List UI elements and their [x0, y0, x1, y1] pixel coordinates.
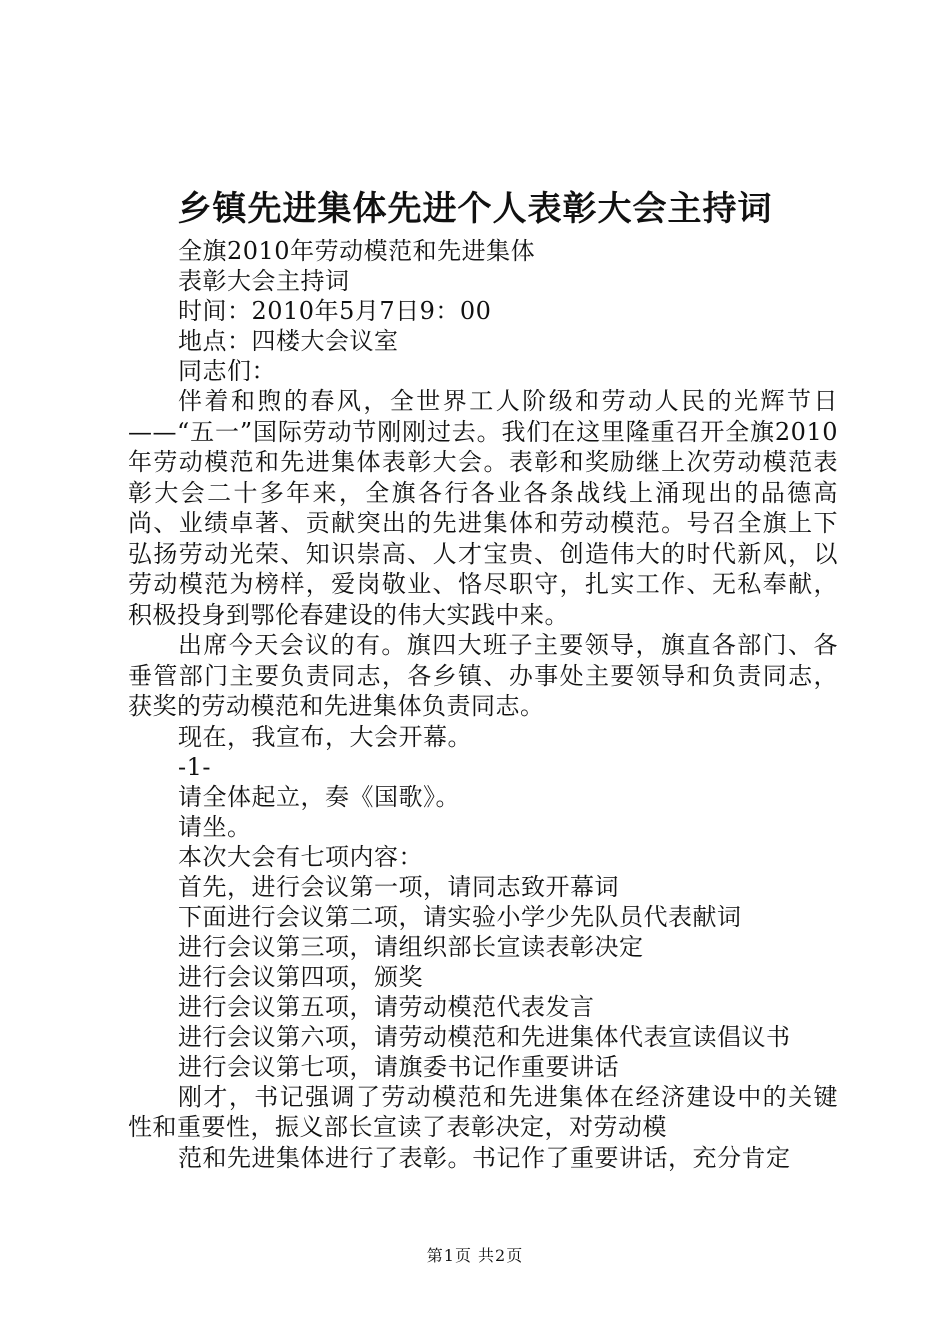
- agenda-line: 现在，我宣布，大会开幕。: [178, 722, 472, 751]
- header-line: 全旗2010年劳动模范和先进集体: [178, 237, 536, 265]
- paragraph-attendees: 出席今天会议的有。旗四大班子主要领导，旗直各部门、各垂管部门主要负责同志，各乡镇、办事处主要领导和负责同志，获奖的劳动模范和先进集体负责同志。: [128, 631, 838, 720]
- page-footer: 第1页 共2页: [426, 1246, 524, 1265]
- agenda-line: 请坐。: [178, 812, 252, 841]
- salutation: 同志们：: [178, 357, 276, 385]
- document-title: 乡镇先进集体先进个人表彰大会主持词: [177, 189, 773, 229]
- agenda-line: 进行会议第六项，请劳动模范和先进集体代表宣读倡议书: [178, 1022, 791, 1051]
- agenda-line: 首先，进行会议第一项，请同志致开幕词: [178, 872, 619, 901]
- agenda-line: 进行会议第三项，请组织部长宣读表彰决定: [178, 932, 644, 961]
- paragraph-opening: 伴着和煦的春风，全世界工人阶级和劳动人民的光辉节日——“五一”国际劳动节刚刚过去。我们在这里隆重召开全旗2010年劳动模范和先进集体表彰大会。表彰和奖励继上次劳动模范表彰大会二十多年来，全旗各行各业各条战线上涌现出的品德高尚、业绩卓著、贡献突出的先进集体和劳动模范。号召全旗上下弘扬劳动光荣、知识崇高、人才宝贵、创造伟大的时代新风，以劳动模范为榜样，爱岗敬业、恪尽职守，扎实工作、无私奉献，积极投身到鄂伦春建设的伟大实践中来。: [128, 387, 838, 629]
- meeting-time: 时间：2010年5月7日9：00: [178, 297, 492, 325]
- agenda-line: 进行会议第四项，颁奖: [178, 962, 423, 991]
- agenda-line: 进行会议第七项，请旗委书记作重要讲话: [178, 1052, 619, 1081]
- agenda-line: 进行会议第五项，请劳动模范代表发言: [178, 992, 595, 1021]
- agenda-line: 下面进行会议第二项，请实验小学少先队员代表献词: [178, 902, 742, 931]
- meeting-location: 地点：四楼大会议室: [178, 327, 399, 355]
- document-body: [128, 236, 838, 1173]
- paragraph-continuation: 范和先进集体进行了表彰。书记作了重要讲话，充分肯定: [178, 1143, 791, 1172]
- paragraph-summary: 刚才，书记强调了劳动模范和先进集体在经济建设中的关键性和重要性，振义部长宣读了表彰决定，对劳动模: [128, 1082, 838, 1141]
- header-line: 表彰大会主持词: [178, 267, 350, 295]
- agenda-line: 本次大会有七项内容：: [178, 842, 423, 871]
- agenda-line: 请全体起立，奏《国歌》。: [178, 782, 460, 811]
- page-marker: -1-: [178, 752, 211, 781]
